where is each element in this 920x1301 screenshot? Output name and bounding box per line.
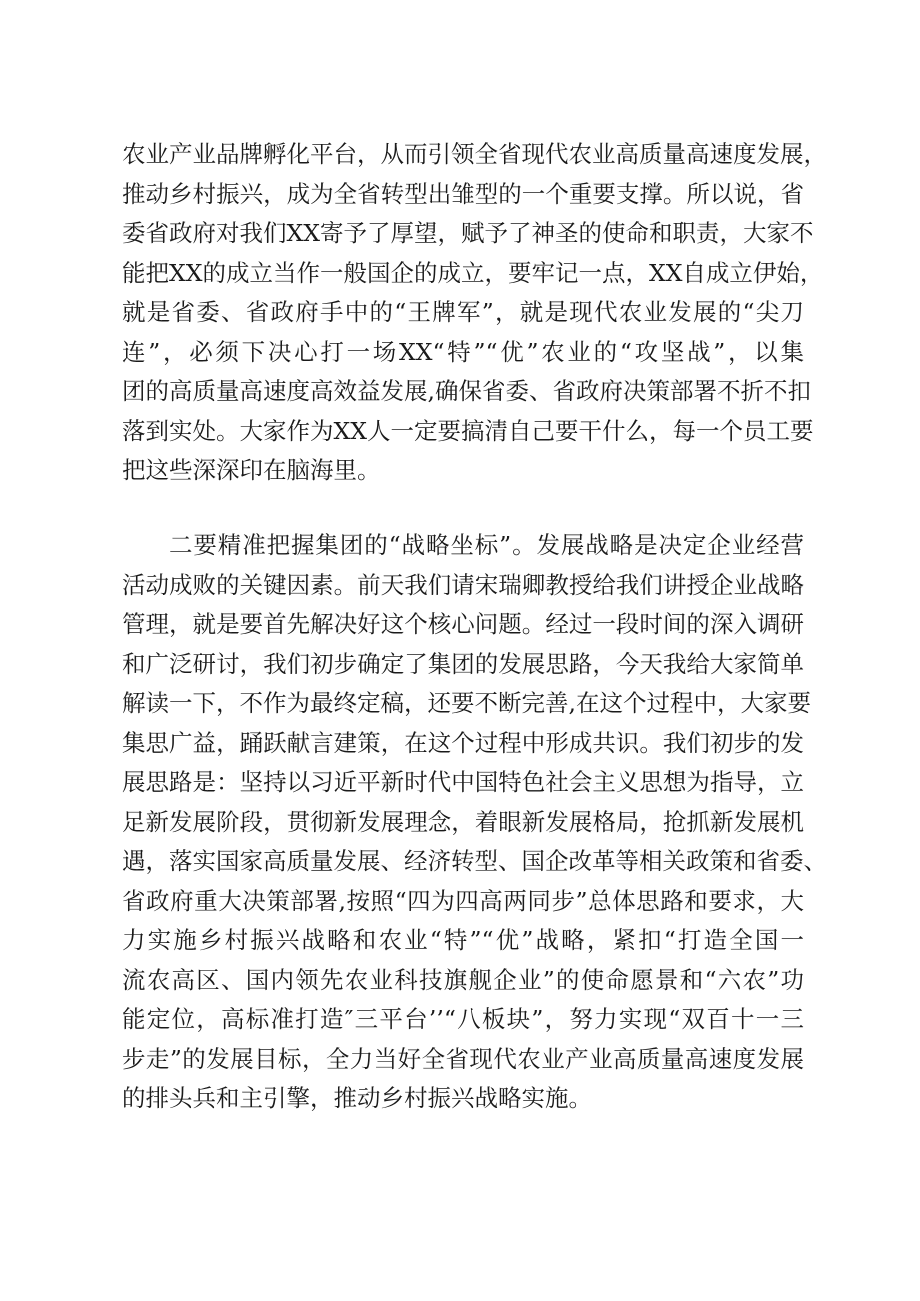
text-line: 展思路是：坚持以习近平新时代中国特色社会主义思想为指导，立 <box>122 768 804 796</box>
text-line: 步走”的发展目标，全力当好全省现代农业产业高质量高速度发展 <box>122 1044 804 1073</box>
text-line: 委省政府对我们XX寄予了厚望，赋予了神圣的使命和职责，大家不 <box>122 219 814 247</box>
text-line: 把这些深深印在脑海里。 <box>122 456 381 484</box>
text-line: 管理，就是要首先解决好这个核心问题。经过一段时间的深入调研 <box>122 610 804 638</box>
text-line: 解读一下，不作为最终定稿，还要不断完善,在这个过程中，大家要 <box>122 689 811 717</box>
text-line: 遇，落实国家高质量发展、经济转型、国企改革等相关政策和省委、 <box>122 847 827 875</box>
text-line: 流农高区、国内领先农业科技旗舰企业”的使命愿景和“六农”功 <box>122 965 804 994</box>
text-line: 就是省委、省政府手中的“王牌军”，就是现代农业发展的“尖刀 <box>122 298 804 326</box>
text-line: 二要精准把握集团的“战略坐标”。发展战略是决定企业经营 <box>169 531 804 559</box>
text-line: 和广泛研讨，我们初步确定了集团的发展思路，今天我给大家简单 <box>122 649 804 678</box>
text-line: 力实施乡村振兴战略和农业“特”“优”战略，紧扣“打造全国一 <box>122 926 804 954</box>
text-line: 活动成败的关键因素。前天我们请宋瑞卿教授给我们讲授企业战略 <box>122 570 804 599</box>
text-line: 团的高质量高速度高效益发展,确保省委、省政府决策部署不折不扣 <box>122 377 811 405</box>
text-line: 能把XX的成立当作一般国企的成立，要牢记一点，XX自成立伊始， <box>122 258 824 287</box>
text-line: 足新发展阶段，贯彻新发展理念，着眼新发展格局，抢抓新发展机 <box>122 807 804 836</box>
paragraph-2 <box>122 526 827 1119</box>
text-line: 集思广益，踊跃献言建策，在这个过程中形成共识。我们初步的发 <box>122 728 804 757</box>
text-line: 推动乡村振兴，成为全省转型出雏型的一个重要支撑。所以说，省 <box>122 179 804 208</box>
text-line: 农业产业品牌孵化平台，从而引领全省现代农业高质量高速度发展， <box>122 140 827 168</box>
text-line: 的排头兵和主引擎，推动乡村振兴战略实施。 <box>122 1084 592 1112</box>
paragraph-1 <box>122 135 827 491</box>
text-line: 落到实处。大家作为XX人一定要搞清自己要干什么，每一个员工要 <box>122 416 814 445</box>
text-line: 连”，必须下决心打一场XX“特”“优”农业的“攻坚战”，以集 <box>122 337 804 366</box>
text-line: 省政府重大决策部署,按照“四为四高两同步”总体思路和要求，大 <box>122 886 804 915</box>
text-line: 能定位，高标准打造″三平台’’“八板块”，努力实现“双百十一三 <box>122 1005 804 1033</box>
